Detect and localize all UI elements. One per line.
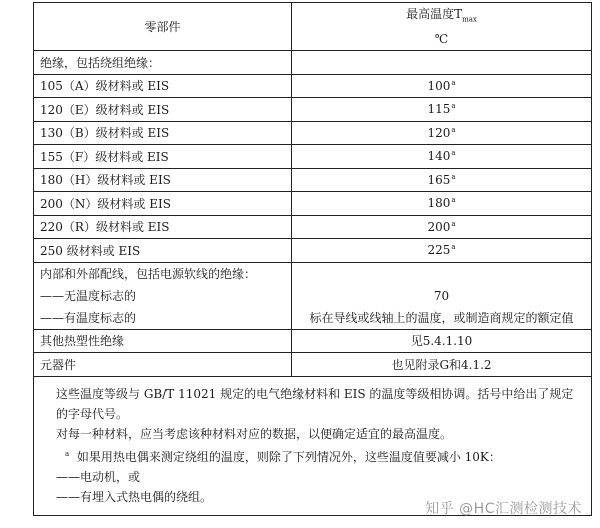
note-paragraph-2: 对每一种材料，应当考虑该种材料对应的数据，以便确定适宜的最高温度。 xyxy=(56,427,453,441)
watermark: 知乎 @HC汇测检测技术 xyxy=(425,501,582,517)
class-temp-value: 120 xyxy=(427,125,451,140)
components-value: 也见附录G和4.1.2 xyxy=(292,353,592,377)
wiring-labels xyxy=(34,262,292,329)
class-temp-value: 140 xyxy=(427,149,451,164)
wiring-no-mark-label: ——无温度标志的 xyxy=(40,288,137,303)
class-temp-footnote-mark: a xyxy=(451,219,456,228)
wiring-with-mark-label: ——有温度标志的 xyxy=(40,310,137,325)
header-max-temp xyxy=(292,3,592,51)
class-label: 200（N）级材料或 EIS xyxy=(34,192,292,216)
table-row xyxy=(34,168,592,192)
insulation-heading: 绝缘，包括绕组绝缘： xyxy=(34,51,292,75)
class-max-temp xyxy=(292,239,592,263)
wiring-values xyxy=(292,262,592,329)
notes-cell xyxy=(34,376,592,515)
class-max-temp xyxy=(292,74,592,98)
class-max-temp xyxy=(292,192,592,216)
class-label: 220（R）级材料或 EIS xyxy=(34,215,292,239)
class-temp-footnote-mark: a xyxy=(451,102,456,111)
footnote-mark: a xyxy=(65,450,70,458)
table-row xyxy=(34,74,592,98)
class-temp-footnote-mark: a xyxy=(451,125,456,134)
class-temp-value: 115 xyxy=(427,102,451,117)
empty-cell xyxy=(292,51,592,75)
class-max-temp xyxy=(292,215,592,239)
wiring-no-mark-value: 70 xyxy=(433,288,450,303)
header-temp-label: 最高温度T xyxy=(406,6,463,21)
table-header-row xyxy=(34,3,592,51)
class-max-temp xyxy=(292,168,592,192)
wiring-with-mark-value: 标在导线或线轴上的温度，或制造商规定的额定值 xyxy=(309,310,574,325)
table-row-wiring xyxy=(34,262,592,329)
class-temp-value: 180 xyxy=(427,196,451,211)
class-temp-footnote-mark: a xyxy=(451,78,456,87)
footnote-text: 如果用热电偶来测定绕组的温度，则除了下列情况外，这些温度值要减小 10K： xyxy=(76,450,501,464)
class-temp-footnote-mark: a xyxy=(451,172,456,181)
table-row xyxy=(34,145,592,169)
class-label: 180（H）级材料或 EIS xyxy=(34,168,292,192)
class-temp-footnote-mark: a xyxy=(451,243,456,252)
class-temp-value: 200 xyxy=(427,219,451,234)
class-max-temp xyxy=(292,145,592,169)
temperature-limits-table xyxy=(33,2,592,516)
class-label: 250 级材料或 EIS xyxy=(34,239,292,263)
header-part: 零部件 xyxy=(34,3,292,51)
table-row xyxy=(34,51,592,75)
class-temp-value: 165 xyxy=(427,172,451,187)
notes-row xyxy=(34,376,592,515)
table-row xyxy=(34,121,592,145)
wiring-heading: 内部和外部配线，包括电源软线的绝缘： xyxy=(40,266,257,281)
table-row xyxy=(34,353,592,377)
table-row xyxy=(34,192,592,216)
class-max-temp xyxy=(292,98,592,122)
table-row xyxy=(34,215,592,239)
class-label: 155（F）级材料或 EIS xyxy=(34,145,292,169)
table-row xyxy=(34,239,592,263)
class-label: 130（B）级材料或 EIS xyxy=(34,121,292,145)
note-paragraph-1: 这些温度等级与 GB/T 11021 规定的电气绝缘材料和 EIS 的温度等级相协调。括号中给出了规定的字母代号。 xyxy=(56,387,574,421)
header-temp-unit: ℃ xyxy=(434,32,449,47)
table-row xyxy=(34,329,592,353)
header-temp-subscript: max xyxy=(462,15,477,24)
thermoplastic-value: 见5.4.1.10 xyxy=(292,329,592,353)
class-label: 120（E）级材料或 EIS xyxy=(34,98,292,122)
insulation-class-rows xyxy=(34,74,592,262)
class-max-temp xyxy=(292,121,592,145)
components-label: 元器件 xyxy=(34,353,292,377)
class-temp-value: 225 xyxy=(427,243,451,258)
footnote-item-1: ——电动机，或 xyxy=(56,470,141,484)
class-temp-footnote-mark: a xyxy=(451,149,456,158)
footnote xyxy=(40,444,585,467)
class-label: 105（A）级材料或 EIS xyxy=(34,74,292,98)
footnote-item-2: ——有埋入式热电偶的绕组。 xyxy=(56,490,213,504)
thermoplastic-label: 其他热塑性绝缘 xyxy=(34,329,292,353)
class-temp-footnote-mark: a xyxy=(451,196,456,205)
class-temp-value: 100 xyxy=(427,78,451,93)
table-row xyxy=(34,98,592,122)
